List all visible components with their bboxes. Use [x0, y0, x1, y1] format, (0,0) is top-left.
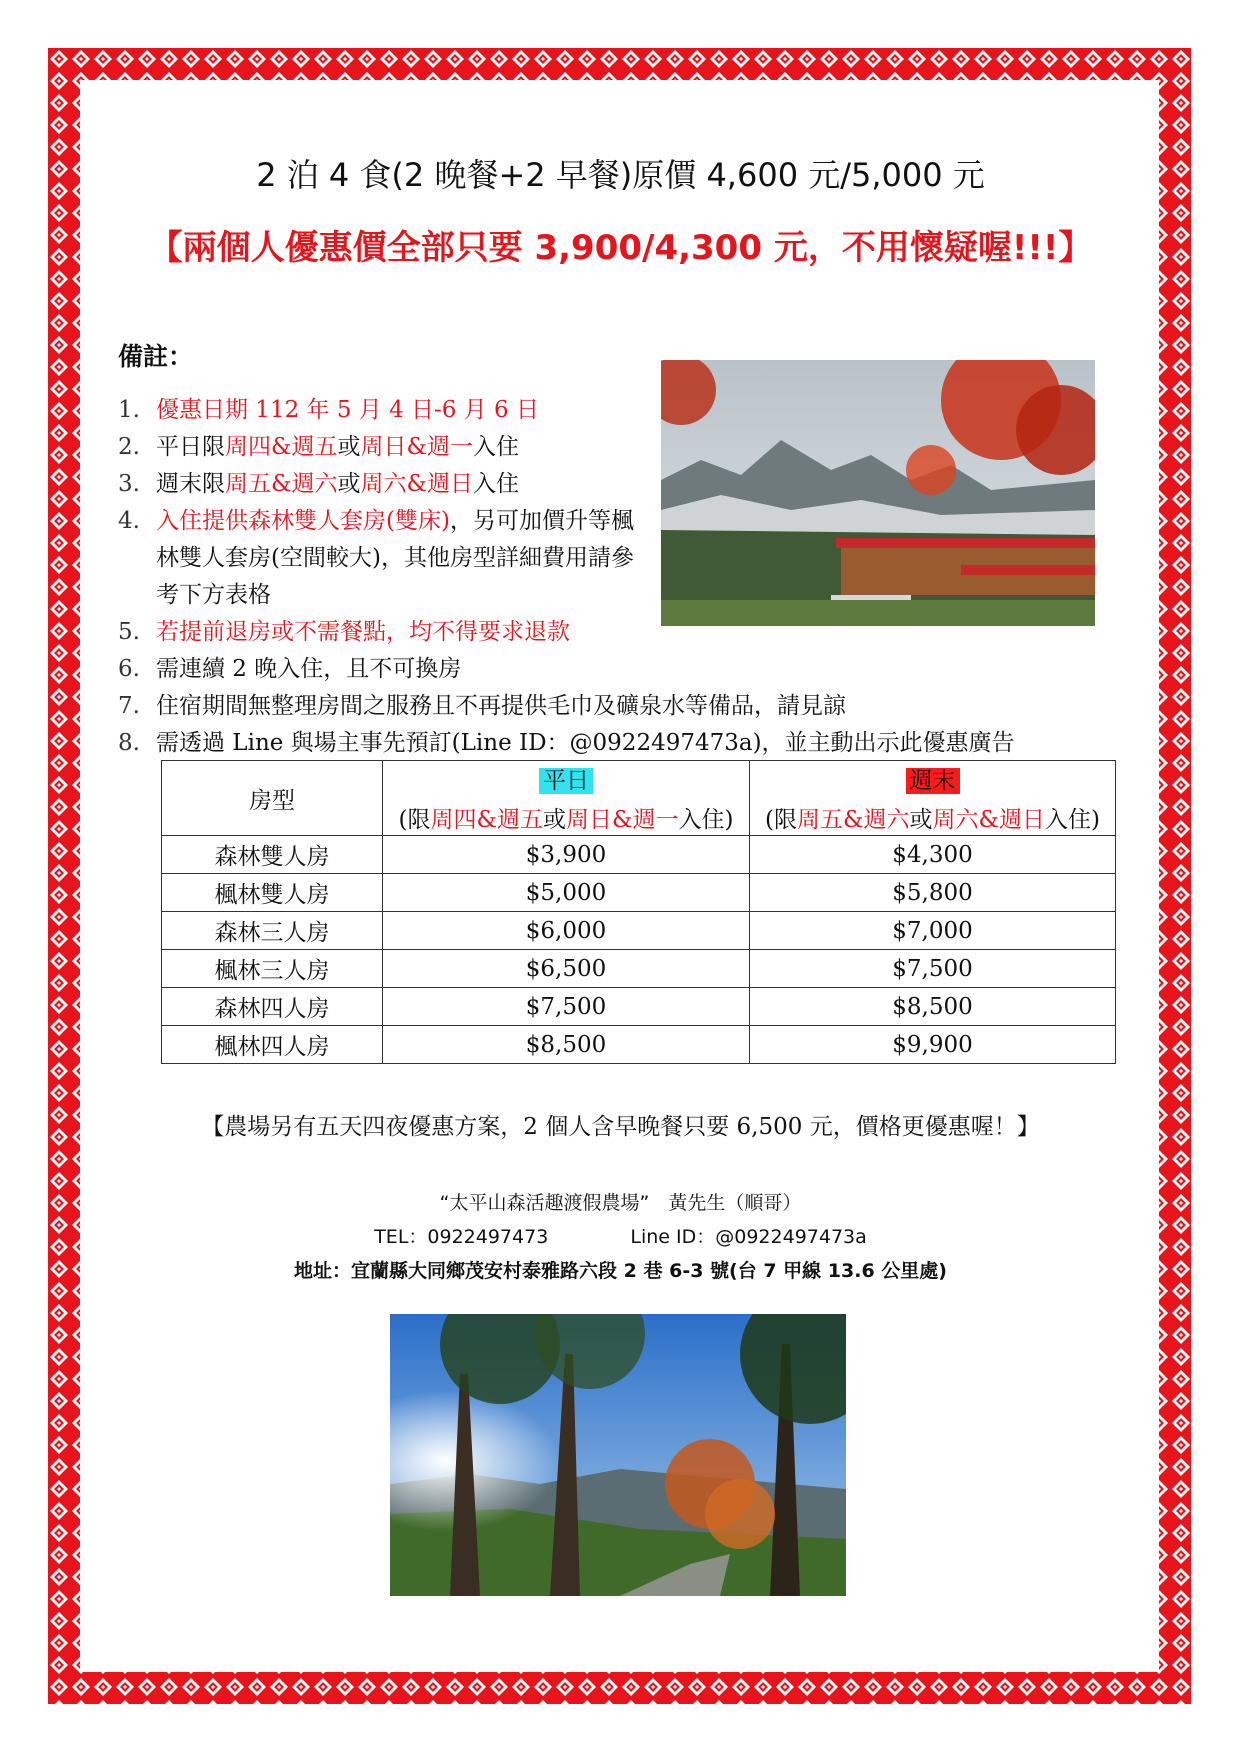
weekend-price-cell: $9,900	[750, 1026, 1116, 1064]
weekday-price-cell: $3,900	[383, 836, 750, 874]
plain-text: (限	[765, 807, 798, 833]
plain-text: (限	[398, 807, 431, 833]
plain-text: 住宿期間無整理房間之服務且不再提供毛巾及礦泉水等備品，請見諒	[156, 693, 846, 719]
farm-name: “太平山森活趣渡假農場” 黃先生（順哥）	[439, 1192, 802, 1214]
room-type-cell: 楓林三人房	[162, 950, 383, 988]
room-type-cell: 楓林四人房	[162, 1026, 383, 1064]
highlight-text: 入住提供森林雙人套房(雙床)	[156, 508, 450, 534]
plain-text: 平日限	[156, 434, 225, 460]
room-type-cell: 森林雙人房	[162, 836, 383, 874]
weekend-header	[750, 761, 1116, 836]
highlight-text: 周六&週日	[932, 807, 1045, 833]
weekend-price-cell: $4,300	[750, 836, 1116, 874]
weekend-price-cell: $8,500	[750, 988, 1116, 1026]
note-number: 8.	[118, 730, 140, 756]
room-type-cell: 楓林雙人房	[162, 874, 383, 912]
room-type-cell: 森林四人房	[162, 988, 383, 1026]
highlight-text: 周四&週五	[225, 434, 338, 460]
plain-text: 或	[337, 471, 361, 497]
table-row	[162, 988, 1116, 1026]
note-item	[118, 503, 656, 614]
highlight-text: 周日&週一	[360, 434, 473, 460]
lodge-maple-photo	[661, 360, 1095, 626]
plain-text: 入住)	[678, 807, 734, 833]
plain-text: 或	[909, 807, 933, 833]
highlight-text: 周四&週五	[430, 807, 543, 833]
plain-text: 入住)	[1044, 807, 1100, 833]
table-row	[162, 836, 1116, 874]
plain-text: 入住	[472, 434, 519, 460]
table-row	[162, 912, 1116, 950]
contact-line	[0, 1222, 1241, 1249]
plain-text: 或	[543, 807, 566, 833]
table-header-row	[162, 761, 1116, 836]
weekday-price-cell: $7,500	[383, 988, 750, 1026]
highlight-text: 若提前退房或不需餐點，均不得要求退款	[156, 619, 570, 645]
weekday-header	[383, 761, 750, 836]
room-type-header: 房型	[162, 761, 383, 836]
note-number: 7.	[118, 693, 140, 719]
forest-road-photo	[390, 1314, 846, 1596]
weekday-price-cell: $5,000	[383, 874, 750, 912]
weekday-price-cell: $8,500	[383, 1026, 750, 1064]
plain-text: 週末限	[156, 471, 225, 497]
weekend-price-cell: $7,000	[750, 912, 1116, 950]
highlight-text: 周五&週六	[797, 807, 910, 833]
plain-text: 或	[337, 434, 361, 460]
table-row	[162, 874, 1116, 912]
highlight-text: 周六&週日	[360, 471, 473, 497]
weekday-label: 平日	[539, 768, 593, 794]
note-number: 2.	[118, 434, 140, 460]
note-item	[118, 725, 1015, 762]
notes-title: 備註：	[118, 342, 194, 371]
address: 地址：宜蘭縣大同鄉茂安村泰雅路六段 2 巷 6-3 號(台 7 甲線 13.6 公里處)	[294, 1260, 947, 1282]
note-number: 6.	[118, 656, 140, 682]
phone-number: TEL：0922497473	[374, 1226, 549, 1248]
note-item	[118, 688, 1015, 725]
weekday-price-cell: $6,500	[383, 950, 750, 988]
original-price-headline: 2 泊 4 食(2 晚餐+2 早餐)原價 4,600 元/5,000 元	[256, 156, 985, 194]
note-item	[118, 651, 1015, 688]
plain-text: 需透過 Line 與場主事先預訂(Line ID：@0922497473a)，並主動出示此優惠廣告	[156, 730, 1015, 756]
weekend-price-cell: $5,800	[750, 874, 1116, 912]
plain-text: ，另可加價升等楓林雙人套房(空間較大)，其他房型詳細費用請參考下方表格	[156, 508, 634, 608]
plain-text: 入住	[472, 471, 519, 497]
note-number: 3.	[118, 471, 140, 497]
note-number: 1.	[118, 397, 140, 423]
promo-price-headline: 【兩個人優惠價全部只要 3,900/4,300 元，不用懷疑喔!!!】	[148, 228, 1093, 268]
highlight-text: 周日&週一	[566, 807, 679, 833]
price-table	[161, 760, 1116, 1064]
weekday-price-cell: $6,000	[383, 912, 750, 950]
plain-text: 需連續 2 晚入住，且不可換房	[156, 656, 462, 682]
weekend-price-cell: $7,500	[750, 950, 1116, 988]
weekday-condition	[383, 801, 749, 834]
five-day-promo: 【農場另有五天四夜優惠方案，2 個人含早晚餐只要 6,500 元，價格更優惠喔！】	[201, 1114, 1040, 1140]
table-row	[162, 1026, 1116, 1064]
note-number: 5.	[118, 619, 140, 645]
highlight-text: 周五&週六	[225, 471, 338, 497]
line-id: Line ID：@0922497473a	[630, 1226, 867, 1248]
highlight-text: 優惠日期 112 年 5 月 4 日-6 月 6 日	[156, 397, 540, 423]
room-type-cell: 森林三人房	[162, 912, 383, 950]
weekend-condition	[750, 801, 1115, 834]
weekend-label: 週末	[906, 768, 960, 794]
table-row	[162, 950, 1116, 988]
note-number: 4.	[118, 508, 140, 534]
